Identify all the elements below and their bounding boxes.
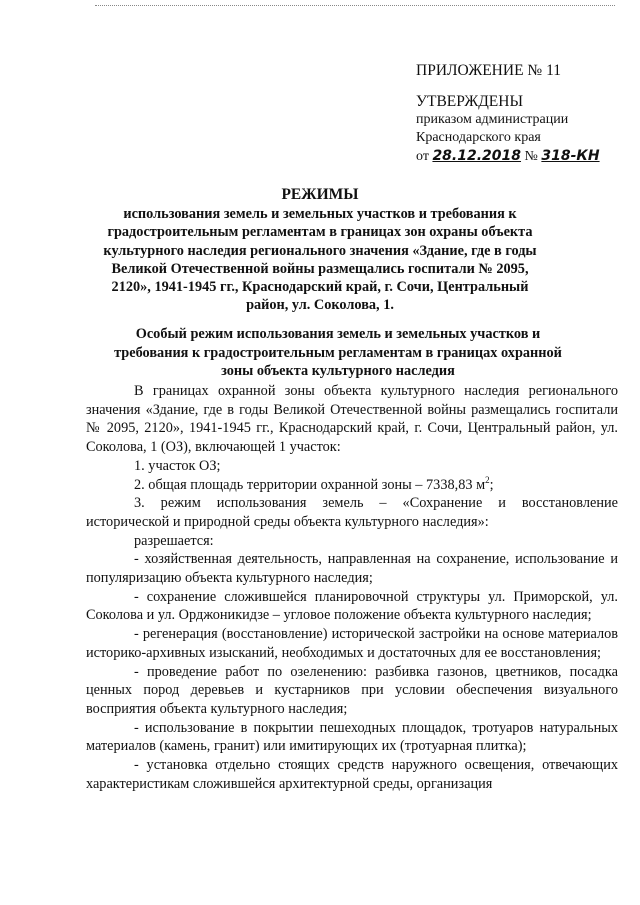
- document-body: [86, 382, 618, 793]
- bullet-3: - регенерация (восстановление) исторической застройки на основе материалов историко-архивных изысканий, необходимых и достаточных для ее восстановления;: [86, 626, 618, 661]
- section-heading: Особый режим использования земель и земельных участков и требования к градостроительным регламентам в границах охранной зоны объекта культурного наследия: [114, 326, 562, 379]
- number-prefix: №: [524, 149, 538, 164]
- document-title: РЕЖИМЫ: [281, 186, 359, 203]
- allowed-label: разрешается:: [134, 532, 214, 549]
- item-2-superscript: 2: [485, 474, 490, 485]
- bullet-4: - проведение работ по озеленению: разбивка газонов, цветников, посадка ценных пород деревьев и кустарников при условии обеспечения визуального восприятия объекта культурного наследия;: [86, 663, 618, 717]
- order-line-1: приказом администрации: [416, 112, 569, 127]
- approved-label: УТВЕРЖДЕНЫ: [416, 93, 523, 110]
- appendix-number: ПРИЛОЖЕНИЕ № 11: [416, 62, 562, 79]
- document-subtitle: использования земель и земельных участков и требования к градостроительным регламентам в границах зон охраны объекта культурного наследия регионального значения «Здание, где в годы Великой Отечественной войны размещались госпитали № 2095, 2120», 1941-1945 гг., Краснодарский край, г. Сочи, Центральный район, ул. Соколова, 1.: [103, 206, 537, 314]
- order-date-line: [416, 147, 600, 166]
- intro-paragraph: В границах охранной зоны объекта культурного наследия регионального значения «Здание, где в годы Великой Отечественной войны размещались госпитали № 2095, 2120», 1941-1945 гг., Краснодарский край, г. Сочи, Центральный район, ул. Соколова, 1 (ОЗ), включающей 1 участок:: [86, 383, 618, 456]
- item-1: 1. участок ОЗ;: [134, 457, 221, 474]
- item-3: 3. режим использования земель – «Сохранение и восстановление исторической и природной среды объекта культурного наследия»:: [86, 495, 618, 530]
- item-2-end: ;: [489, 476, 494, 493]
- order-line-2: Краснодарского края: [416, 130, 541, 145]
- bullet-6: - установка отдельно стоящих средств наружного освещения, отвечающих характеристикам сложившейся архитектурной среды, организация: [86, 757, 618, 792]
- scan-top-border: [95, 5, 615, 6]
- item-2: [86, 476, 618, 495]
- bullet-2: - сохранение сложившейся планировочной структуры ул. Приморской, ул. Соколова и ул. Орджоникидзе – угловое положение объекта культурного наследия;: [86, 588, 618, 624]
- order-date: 28.12.2018: [432, 148, 522, 164]
- order-number: 318-КН: [541, 148, 600, 164]
- approval-block: [416, 93, 600, 166]
- date-prefix: от: [416, 149, 429, 164]
- bullet-1: - хозяйственная деятельность, направленная на сохранение, использование и популяризацию объекта культурного наследия;: [86, 551, 618, 587]
- item-2-text: 2. общая площадь территории охранной зоны – 7338,83 м: [134, 476, 486, 493]
- bullet-5: - использование в покрытии пешеходных площадок, тротуаров натуральных материалов (камень, гранит) или имитирующих их (тротуарная плитка);: [86, 719, 618, 755]
